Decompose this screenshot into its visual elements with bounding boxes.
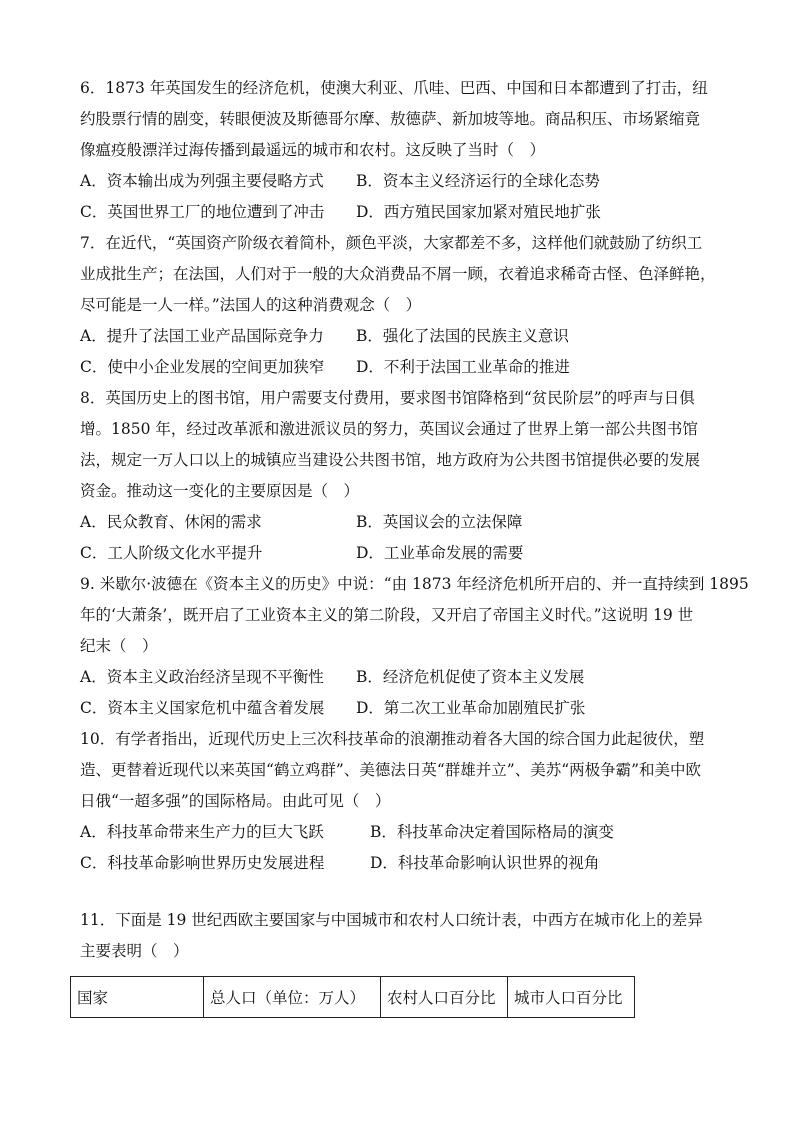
- q7-option-a[interactable]: A．提升了法国工业产品国际竞争力: [80, 327, 324, 345]
- q8-option-b[interactable]: B．英国议会的立法保障: [356, 513, 523, 531]
- q8-line-1: 8．英国历史上的图书馆，用户需要支付费用，要求图书馆降格到“贫民阶层”的呼声与日俱: [80, 389, 695, 407]
- population-table: [70, 976, 635, 1018]
- q9-option-b[interactable]: B．经济危机促使了资本主义发展: [356, 668, 585, 686]
- table-header-row: [71, 977, 635, 1018]
- q8-line-2: 增。1850 年，经过改革派和激进派议员的努力，英国议会通过了世界上第一部公共图书馆: [80, 420, 698, 438]
- q8-line-3: 法，规定一万人口以上的城镇应当建设公共图书馆，地方政府为公共图书馆提供必要的发展: [80, 451, 701, 469]
- q10-line-3: 日俄“一超多强”的国际格局。由此可见（ ）: [80, 792, 391, 810]
- q8-option-a[interactable]: A．民众教育、休闲的需求: [80, 513, 262, 531]
- table-header-cell: 农村人口百分比: [381, 977, 508, 1018]
- q6-option-c[interactable]: C．英国世界工厂的地位遭到了冲击: [80, 203, 325, 221]
- q10-option-c[interactable]: C．科技革命影响世界历史发展进程: [80, 854, 325, 872]
- q8-option-c[interactable]: C．工人阶级文化水平提升: [80, 544, 263, 562]
- q6-line-2: 约股票行情的剧变，转眼便波及斯德哥尔摩、敖德萨、新加坡等地。商品积压、市场紧缩竟: [80, 110, 701, 128]
- q11-line-1: 11．下面是 19 世纪西欧主要国家与中国城市和农村人口统计表，中西方在城市化上的差异: [80, 911, 703, 929]
- table-header-cell: 总人口（单位：万人）: [204, 977, 381, 1018]
- q6-option-d[interactable]: D．西方殖民国家加紧对殖民地扩张: [356, 203, 601, 221]
- q8-option-d[interactable]: D．工业革命发展的需要: [356, 544, 524, 562]
- q9-option-d[interactable]: D．第二次工业革命加剧殖民扩张: [356, 699, 586, 717]
- q6-option-a[interactable]: A．资本输出成为列强主要侵略方式: [80, 172, 324, 190]
- q8-line-4: 资金。推动这一变化的主要原因是（ ）: [80, 482, 360, 500]
- q10-line-2: 造、更替着近现代以来英国“鹤立鸡群”、美德法日英“群雄并立”、美苏“两极争霸”和美中欧: [80, 761, 702, 779]
- q6-line-1: 6．1873 年英国发生的经济危机，使澳大利亚、爪哇、巴西、中国和日本都遭到了打击，纽: [80, 79, 708, 97]
- q6-line-3: 像瘟疫般漂洋过海传播到最遥远的城市和农村。这反映了当时（ ）: [80, 141, 546, 159]
- q7-line-2: 业成批生产；在法国，人们对于一般的大众消费品不屑一顾，衣着追求稀奇古怪、色泽鲜艳，: [80, 265, 716, 283]
- q10-option-a[interactable]: A．科技革命带来生产力的巨大飞跃: [80, 823, 324, 841]
- q11-line-2: 主要表明（ ）: [80, 942, 189, 960]
- q10-option-b[interactable]: B．科技革命决定着国际格局的演变: [370, 823, 614, 841]
- q9-line-1: 9. 米歇尔·波德在《资本主义的历史》中说：“由 1873 年经济危机所开启的、并一直持续到 1895: [80, 575, 749, 593]
- table-header-cell: 城市人口百分比: [508, 977, 635, 1018]
- q10-line-1: 10．有学者指出，近现代历史上三次科技革命的浪潮推动着各大国的综合国力此起彼伏，塑: [80, 730, 705, 748]
- q7-option-c[interactable]: C．使中小企业发展的空间更加狭窄: [80, 358, 325, 376]
- table-header-cell: 国家: [71, 977, 204, 1018]
- q9-line-3: 纪末（ ）: [80, 637, 158, 655]
- q7-option-b[interactable]: B．强化了法国的民族主义意识: [356, 327, 569, 345]
- q7-line-3: 尽可能是一人一样。”法国人的这种消费观念（ ）: [80, 296, 422, 314]
- q9-option-c[interactable]: C．资本主义国家危机中蕴含着发展: [80, 699, 325, 717]
- q7-option-d[interactable]: D．不利于法国工业革命的推进: [356, 358, 570, 376]
- q9-line-2: 年的‘大萧条’，既开启了工业资本主义的第二阶段，又开启了帝国主义时代。”这说明 19 世: [80, 606, 694, 624]
- q10-option-d[interactable]: D．科技革命影响认识世界的视角: [370, 854, 600, 872]
- q7-line-1: 7．在近代，“英国资产阶级衣着简朴，颜色平淡，大家都差不多，这样他们就鼓励了纺织工: [80, 234, 703, 252]
- q9-option-a[interactable]: A．资本主义政治经济呈现不平衡性: [80, 668, 324, 686]
- q6-option-b[interactable]: B．资本主义经济运行的全球化态势: [356, 172, 600, 190]
